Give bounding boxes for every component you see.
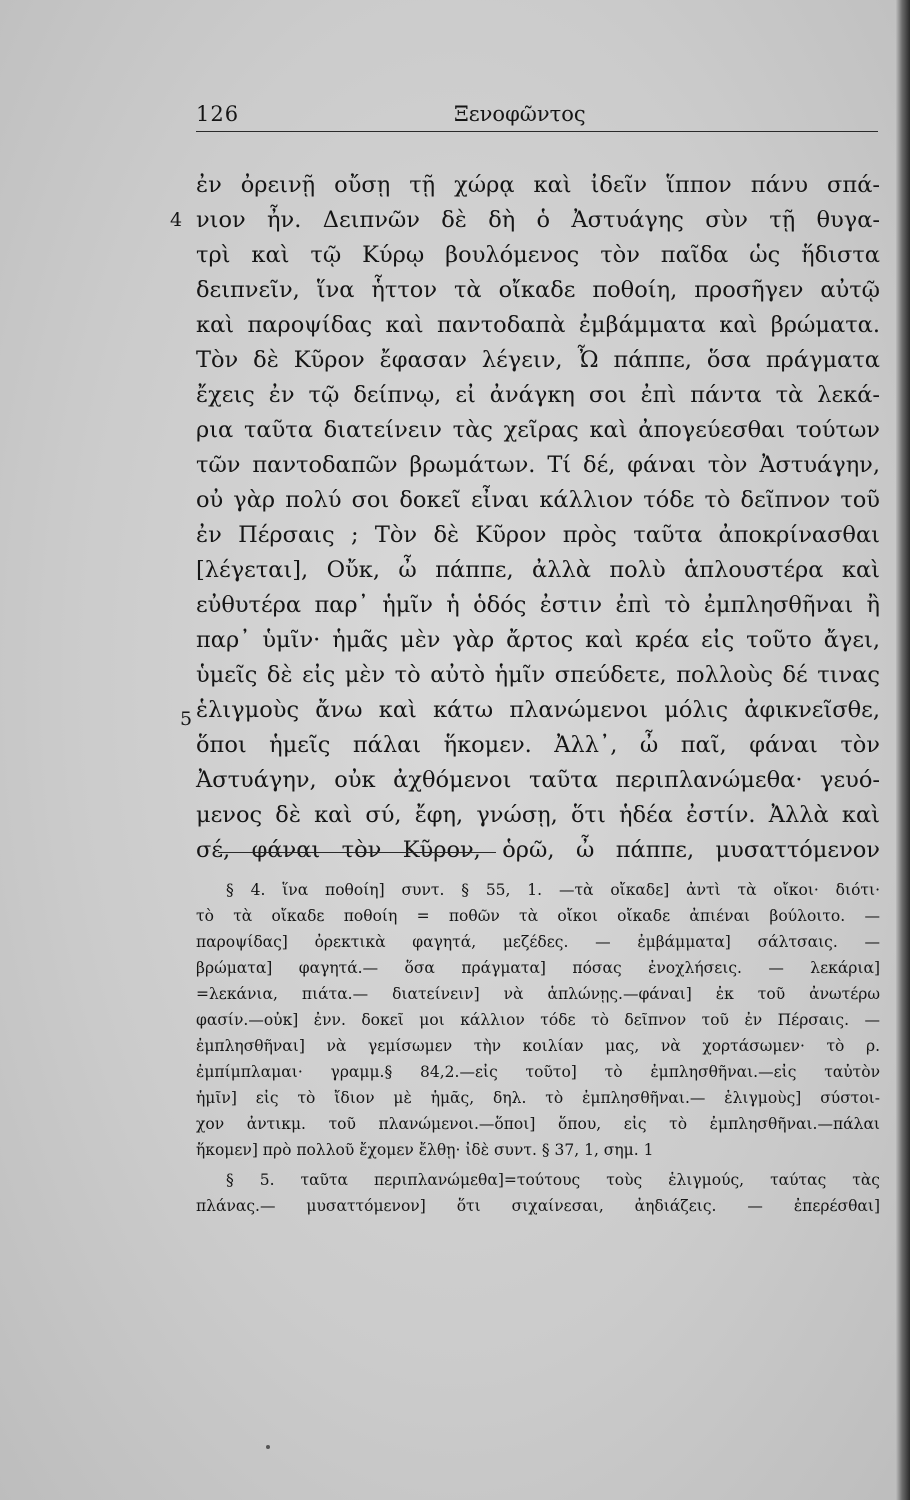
text-line: ἐν Πέρσαις ; Τὸν δὲ Κῦρον πρὸς ταῦτα ἀποκρίνασθαι (196, 522, 880, 548)
page-binding-edge (896, 0, 910, 1500)
header-rule (196, 131, 878, 132)
footnote-line: ἐμπίμπλαμαι· γραμμ.§ 84,2.—εἰς τοῦτο] τὸ ἐμπλησθῆναι.—εἰς ταὐτὸν (196, 1063, 880, 1081)
print-speck (266, 1445, 270, 1449)
text-line: οὐ γὰρ πολύ σοι δοκεῖ εἶναι κάλλιον τόδε τὸ δεῖπνον τοῦ (196, 487, 880, 513)
text-line: [λέγεται], Οὔκ, ὦ πάππε, ἀλλὰ πολὺ ἁπλουστέρα καὶ (196, 557, 880, 583)
footnote-line: βρώματα] φαγητά.— ὅσα πράγματα] πόσας ἐνοχλήσεις. — λεκάρια] (196, 959, 880, 977)
text-line: δειπνεῖν, ἵνα ἧττον τὰ οἴκαδε ποθοίη, προσῆγεν αὐτῷ (196, 277, 880, 303)
footnote-line: ἥκομεν] πρὸ πολλοῦ ἔχομεν ἔλθῃ· ἰδὲ συντ. § 37, 1, σημ. 1 (196, 1141, 654, 1159)
footnote-rule (218, 852, 496, 853)
footnote-line: ἡμῖν] εἰς τὸ ἴδιον μὲ ἡμᾶς, δηλ. τὸ ἐμπλησθῆναι.— ἑλιγμοὺς] σύστοι- (196, 1089, 880, 1107)
text-line: ἐν ὀρεινῇ οὔσῃ τῇ χώρᾳ καὶ ἰδεῖν ἵππον πάνυ σπά- (196, 172, 880, 198)
footnote-line: § 4. ἵνα ποθοίη] συντ. § 55, 1. —τὰ οἴκαδε] ἀντὶ τὰ οἴκοι· διότι· (226, 881, 880, 899)
footnote-line: ἐμπλησθῆναι] νὰ γεμίσωμεν τὴν κοιλίαν μας, νὰ χορτάσωμεν· τὸ ρ. (196, 1037, 880, 1055)
text-line: ὑμεῖς δὲ εἰς μὲν τὸ αὐτὸ ἡμῖν σπεύδετε, πολλοὺς δέ τινας (196, 662, 880, 688)
footnote-line: πλάνας.— μυσαττόμενον] ὅτι σιχαίνεσαι, ἀηδιάζεις. — ἐπερέσθαι] (196, 1197, 880, 1215)
text-line: ἑλιγμοὺς ἄνω καὶ κάτω πλανώμενοι μόλις ἀφικνεῖσθε, (196, 697, 880, 723)
section-number-5: 5 (180, 708, 193, 730)
text-line: ἔχεις ἐν τῷ δείπνῳ, εἰ ἀνάγκη σοι ἐπὶ πάντα τὰ λεκά- (196, 382, 880, 408)
page-header (196, 100, 880, 132)
text-line: ὅποι ἡμεῖς πάλαι ἥκομεν. Ἀλλ᾽, ὦ παῖ, φάναι τὸν (196, 732, 880, 758)
text-line: εὐθυτέρα παρ᾽ ἡμῖν ἡ ὁδός ἐστιν ἐπὶ τὸ ἐμπλησθῆναι ἢ (196, 592, 880, 618)
running-head: Ξενοφῶντος (454, 102, 586, 126)
footnote-line: τὸ τὰ οἴκαδε ποθοίη = ποθῶν τὰ οἴκοι οἴκαδε ἀπιέναι βούλοιτο. — (196, 907, 880, 925)
footnote-line: § 5. ταῦτα περιπλανώμεθα]=τούτους τοὺς ἑλιγμούς, ταύτας τὰς (226, 1171, 880, 1189)
footnote-line: παροψίδας] ὀρεκτικὰ φαγητά, μεζέδες. — ἐμβάμματα] σάλτσαις. — (196, 933, 880, 951)
text-line: παρ᾽ ὑμῖν· ἡμᾶς μὲν γὰρ ἄρτος καὶ κρέα εἰς τοῦτο ἄγει, (196, 627, 880, 653)
text-line: καὶ παροψίδας καὶ παντοδαπὰ ἐμβάμματα καὶ βρώματα. (196, 312, 880, 338)
footnote-line: =λεκάνια, πιάτα.— διατείνειν] νὰ ἁπλώνῃς.—φάναι] ἐκ τοῦ ἀνωτέρω (196, 985, 880, 1003)
text-line: μενος δὲ καὶ σύ, ἔφη, γνώσῃ, ὅτι ἡδέα ἐστίν. Ἀλλὰ καὶ (196, 802, 880, 828)
page-number: 126 (196, 102, 240, 126)
footnote-line: χον ἀντικμ. τοῦ πλανώμενοι.—ὅποι] ὅπου, εἰς τὸ ἐμπλησθῆναι.—πάλαι (196, 1115, 880, 1133)
text-line: Ἀστυάγην, οὐκ ἀχθόμενοι ταῦτα περιπλανώμεθα· γευό- (196, 767, 880, 793)
text-line: σέ, φάναι τὸν Κῦρον, ὁρῶ, ὦ πάππε, μυσαττόμενον (196, 837, 880, 863)
text-line: ρια ταῦτα διατείνειν τὰς χεῖρας καὶ ἀπογεύεσθαι τούτων (196, 417, 880, 443)
text-line: τρὶ καὶ τῷ Κύρῳ βουλόμενος τὸν παῖδα ὡς ἥδιστα (196, 242, 880, 268)
text-line: Τὸν δὲ Κῦρον ἔφασαν λέγειν, Ὦ πάππε, ὅσα πράγματα (196, 347, 880, 373)
footnote-line: φασίν.—οὐκ] ἐνν. δοκεῖ μοι κάλλιον τόδε τὸ δεῖπνον τοῦ ἐν Πέρσαις. — (196, 1011, 880, 1029)
text-line: νιον ἦν. Δειπνῶν δὲ δὴ ὁ Ἀστυάγης σὺν τῇ θυγα- (196, 207, 880, 233)
text-line: τῶν παντοδαπῶν βρωμάτων. Τί δέ, φάναι τὸν Ἀστυάγην, (196, 452, 880, 478)
section-number-4: 4 (170, 209, 183, 231)
